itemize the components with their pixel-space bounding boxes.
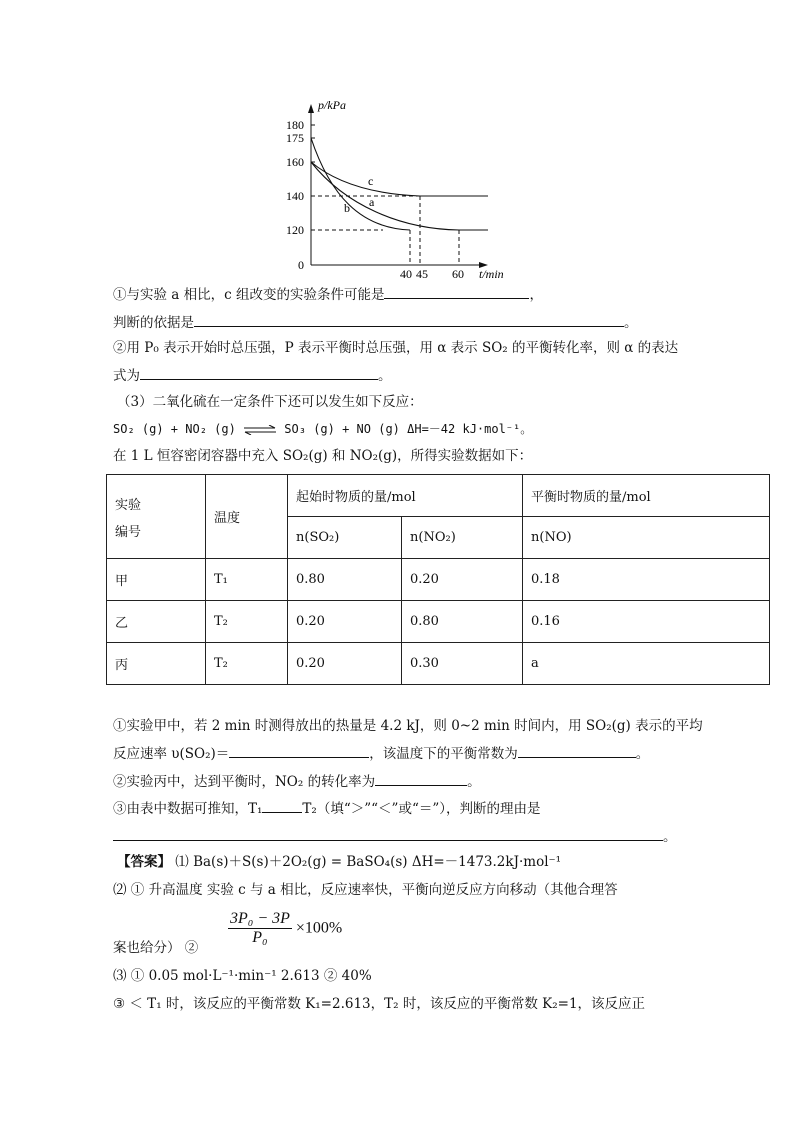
curve-label-c: c <box>368 174 374 188</box>
y-tick-label: 140 <box>286 189 304 203</box>
header-n-so2: n(SO₂) <box>288 517 402 559</box>
answer-blank[interactable] <box>194 312 624 327</box>
cell-no: 0.18 <box>523 559 770 601</box>
q3-sub1-line1 <box>113 716 703 736</box>
fraction-tail: ×100% <box>295 919 343 937</box>
q3-sub3-line2 <box>113 826 677 847</box>
y-tick-label: 120 <box>286 223 304 237</box>
q3-sub3-line1 <box>113 798 541 819</box>
cell-no2: 0.20 <box>402 559 523 601</box>
table-row <box>107 643 770 685</box>
header-temp: 温度 <box>206 475 288 559</box>
x-tick-label: 60 <box>452 267 464 281</box>
header-n-no2: n(NO₂) <box>402 517 523 559</box>
cell-no2: 0.30 <box>402 643 523 685</box>
q3-setup-text: 在 1 L 恒容密闭容器中充入 SO₂(g) 和 NO₂(g)，所得实验数据如下： <box>113 448 533 464</box>
x-tick-label: 45 <box>416 267 428 281</box>
cell-no: 0.16 <box>523 601 770 643</box>
answer-line5 <box>113 994 645 1014</box>
punct: 。 <box>635 746 650 762</box>
equilibrium-arrow-icon <box>243 425 277 435</box>
answer-line2 <box>113 880 618 900</box>
q3-equation <box>113 419 532 439</box>
cell-no: a <box>523 643 770 685</box>
answer-blank[interactable] <box>375 771 467 786</box>
curve-label-b: b <box>344 201 350 215</box>
answer-blank[interactable] <box>229 743 369 758</box>
cell-id: 丙 <box>107 643 206 685</box>
q3-intro <box>117 392 423 412</box>
y-tick-label: 180 <box>286 118 304 132</box>
experiment-table <box>106 474 770 685</box>
answer-blank[interactable] <box>140 365 378 380</box>
q2-sub1-text: ①与实验 a 相比，c 组改变的实验条件可能是 <box>113 287 385 303</box>
punct: 。 <box>378 368 392 384</box>
alpha-fraction <box>228 910 342 947</box>
q2-sub2-line2 <box>113 365 392 386</box>
y-tick-label: 175 <box>286 131 304 145</box>
cell-id: 乙 <box>107 601 206 643</box>
pressure-time-chart <box>0 0 794 290</box>
q3-intro-text: （3）二氧化硫在一定条件下还可以发生如下反应： <box>117 394 423 410</box>
fraction-denominator: P₀ <box>228 928 292 947</box>
answer-line1 <box>117 852 561 872</box>
fraction-numerator: 3P₀ − 3P <box>230 910 290 927</box>
q2-sub1-line1 <box>113 284 543 305</box>
curve-label-a: a <box>369 195 375 209</box>
punct: 。 <box>467 774 481 790</box>
cell-so2: 0.20 <box>288 601 402 643</box>
table-row <box>107 601 770 643</box>
q2-sub1-line2 <box>113 312 638 333</box>
answer-1: ⑴ Ba(s)＋S(s)＋2O₂(g) = BaSO₄(s) ΔH=－1473.2kJ·mol⁻¹ <box>175 854 562 870</box>
q2-sub1-basis: 判断的依据是 <box>113 315 194 331</box>
punct: ， <box>529 287 543 303</box>
cell-temp: T₂ <box>206 643 288 685</box>
punct: 。 <box>663 829 677 845</box>
q2-sub2-line1 <box>113 338 678 358</box>
q3-sub1-k: ，该温度下的平衡常数为 <box>369 746 518 762</box>
header-initial: 起始时物质的量/mol <box>288 475 523 517</box>
answer-3-part1: ⑶ ① 0.05 mol·L⁻¹·min⁻¹ 2.613 ② 40% <box>113 968 372 984</box>
y-axis-arrow <box>308 104 314 113</box>
answer-2-part2: 案也给分） ② <box>113 940 199 956</box>
answer-blank[interactable] <box>518 743 636 758</box>
header-equilibrium: 平衡时物质的量/mol <box>523 475 770 517</box>
answer-line4 <box>113 966 372 986</box>
answer-2-part1: ⑵ ① 升高温度 实验 c 与 a 相比，反应速率快，平衡向逆反应方向移动（其他合理答 <box>113 882 618 898</box>
answer-label: 【答案】 <box>117 854 171 870</box>
header-exp-line2: 编号 <box>115 524 142 540</box>
answer-line3 <box>113 938 198 958</box>
header-n-no: n(NO) <box>523 517 770 559</box>
q2-sub2-prefix: 式为 <box>113 368 140 384</box>
answer-3-part2: ③ ＜ T₁ 时，该反应的平衡常数 K₁=2.613，T₂ 时，该反应的平衡常数 K₂=1，该反应正 <box>113 996 646 1012</box>
q3-sub3-text-2: T₂（填“＞”“＜”或“＝”），判断的理由是 <box>302 801 541 817</box>
x-tick-label: 40 <box>400 267 412 281</box>
curve-b <box>311 138 410 230</box>
cell-id: 甲 <box>107 559 206 601</box>
cell-temp: T₁ <box>206 559 288 601</box>
equation-left: SO₂ (g) + NO₂ (g) <box>113 422 236 436</box>
table-row <box>107 559 770 601</box>
q3-sub1-line2 <box>113 743 649 764</box>
answer-blank[interactable] <box>113 826 663 841</box>
answer-blank[interactable] <box>262 798 302 813</box>
q3-sub2 <box>113 771 481 792</box>
x-axis-label: t/min <box>479 267 504 281</box>
punct: 。 <box>624 315 638 331</box>
q3-sub2-text: ②实验丙中，达到平衡时，NO₂ 的转化率为 <box>113 774 376 790</box>
answer-blank[interactable] <box>384 284 529 299</box>
cell-no2: 0.80 <box>402 601 523 643</box>
y-axis-label: p/kPa <box>318 98 346 112</box>
q3-sub1-text: ①实验甲中，若 2 min 时测得放出的热量是 4.2 kJ，则 0~2 min 时间内，用 SO₂(g) 表示的平均 <box>113 718 703 734</box>
q2-sub2-text: ②用 P₀ 表示开始时总压强，P 表示平衡时总压强，用 α 表示 SO₂ 的平衡转化率，则 α 的表达 <box>113 340 679 356</box>
cell-temp: T₂ <box>206 601 288 643</box>
equation-right: SO₃ (g) + NO (g) ΔH=－42 kJ·mol⁻¹。 <box>284 422 533 436</box>
q3-setup <box>113 446 532 466</box>
cell-so2: 0.80 <box>288 559 402 601</box>
header-exp-line1: 实验 <box>115 497 142 513</box>
q3-sub1-rate: 反应速率 υ(SO₂)＝ <box>113 746 230 762</box>
y-tick-label: 160 <box>286 155 304 169</box>
y-tick-label: 0 <box>298 258 304 272</box>
q3-sub3-text: ③由表中数据可推知，T₁ <box>113 801 263 817</box>
cell-so2: 0.20 <box>288 643 402 685</box>
header-experiment <box>107 475 206 559</box>
